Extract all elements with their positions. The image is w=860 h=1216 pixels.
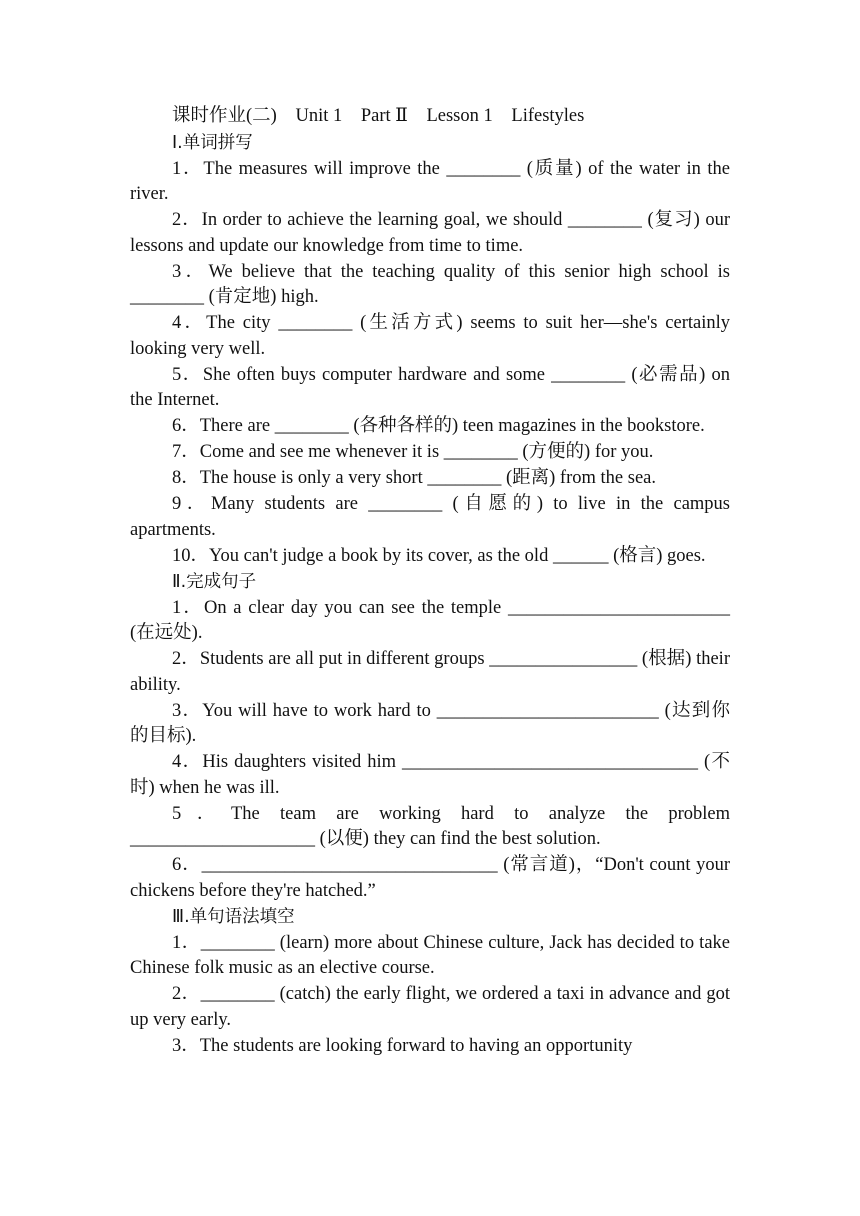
section-sentence-completion	[130, 570, 730, 905]
page-title	[130, 104, 730, 131]
lesson-label: Lesson 1	[426, 106, 493, 126]
exercise-item: 10．You can't judge a book by its cover, as the old ______ (格言) goes.	[172, 545, 706, 566]
exercise-item: 6．________________________________ (常言道)，“Don't count your chickens before they're hatched.”	[130, 855, 730, 901]
exercise-item: 4．His daughters visited him ________________________________ (不时) when he was ill.	[130, 752, 730, 798]
section-heading: Ⅲ.单句语法填空	[172, 906, 295, 927]
exercise-item: 7．Come and see me whenever it is ________ (方便的) for you.	[172, 442, 654, 462]
exercise-item: 5．The team are working hard to analyze the problem ____________________ (以便) they can find the best solution.	[130, 803, 730, 849]
exercise-item: 3．We believe that the teaching quality of this senior high school is ________ (肯定地) high.	[130, 261, 730, 307]
homework-label: 课时作业(二)	[172, 106, 277, 126]
worksheet-page	[130, 104, 730, 1060]
exercise-item: 1．On a clear day you can see the temple ________________________ (在远处).	[130, 597, 730, 643]
unit-label: Unit 1	[295, 106, 343, 126]
exercise-item: 1．________ (learn) more about Chinese culture, Jack has decided to take Chinese folk music as an elective course.	[130, 932, 730, 978]
part-label: Part Ⅱ	[360, 106, 408, 126]
exercise-item: 4．The city ________ (生活方式) seems to suit her—she's certainly looking very well.	[130, 313, 730, 359]
exercise-item: 6．There are ________ (各种各样的) teen magazines in the bookstore.	[172, 416, 705, 436]
exercise-item: 3．The students are looking forward to having an opportunity	[172, 1035, 633, 1056]
section-word-spelling	[130, 131, 730, 570]
exercise-item: 2．Students are all put in different groups ________________ (根据) their ability.	[130, 649, 730, 695]
section-heading: Ⅱ.完成句子	[172, 571, 257, 592]
exercise-item: 1．The measures will improve the ________ (质量) of the water in the river.	[130, 158, 730, 204]
topic-label: Lifestyles	[511, 106, 585, 126]
exercise-item: 5．She often buys computer hardware and some ________ (必需品) on the Internet.	[130, 364, 730, 410]
exercise-item: 8．The house is only a very short ________ (距离) from the sea.	[172, 468, 656, 488]
exercise-item: 3．You will have to work hard to ________________________ (达到你的目标).	[130, 700, 730, 746]
exercise-item: 2．________ (catch) the early flight, we ordered a taxi in advance and got up very early.	[130, 984, 730, 1030]
exercise-item: 9．Many students are ________ (自愿的) to live in the campus apartments.	[130, 494, 730, 540]
section-heading: Ⅰ.单词拼写	[172, 132, 253, 153]
section-grammar-fill	[130, 905, 730, 1060]
exercise-item: 2．In order to achieve the learning goal, we should ________ (复习) our lessons and update our knowledge from time to time.	[130, 210, 730, 256]
